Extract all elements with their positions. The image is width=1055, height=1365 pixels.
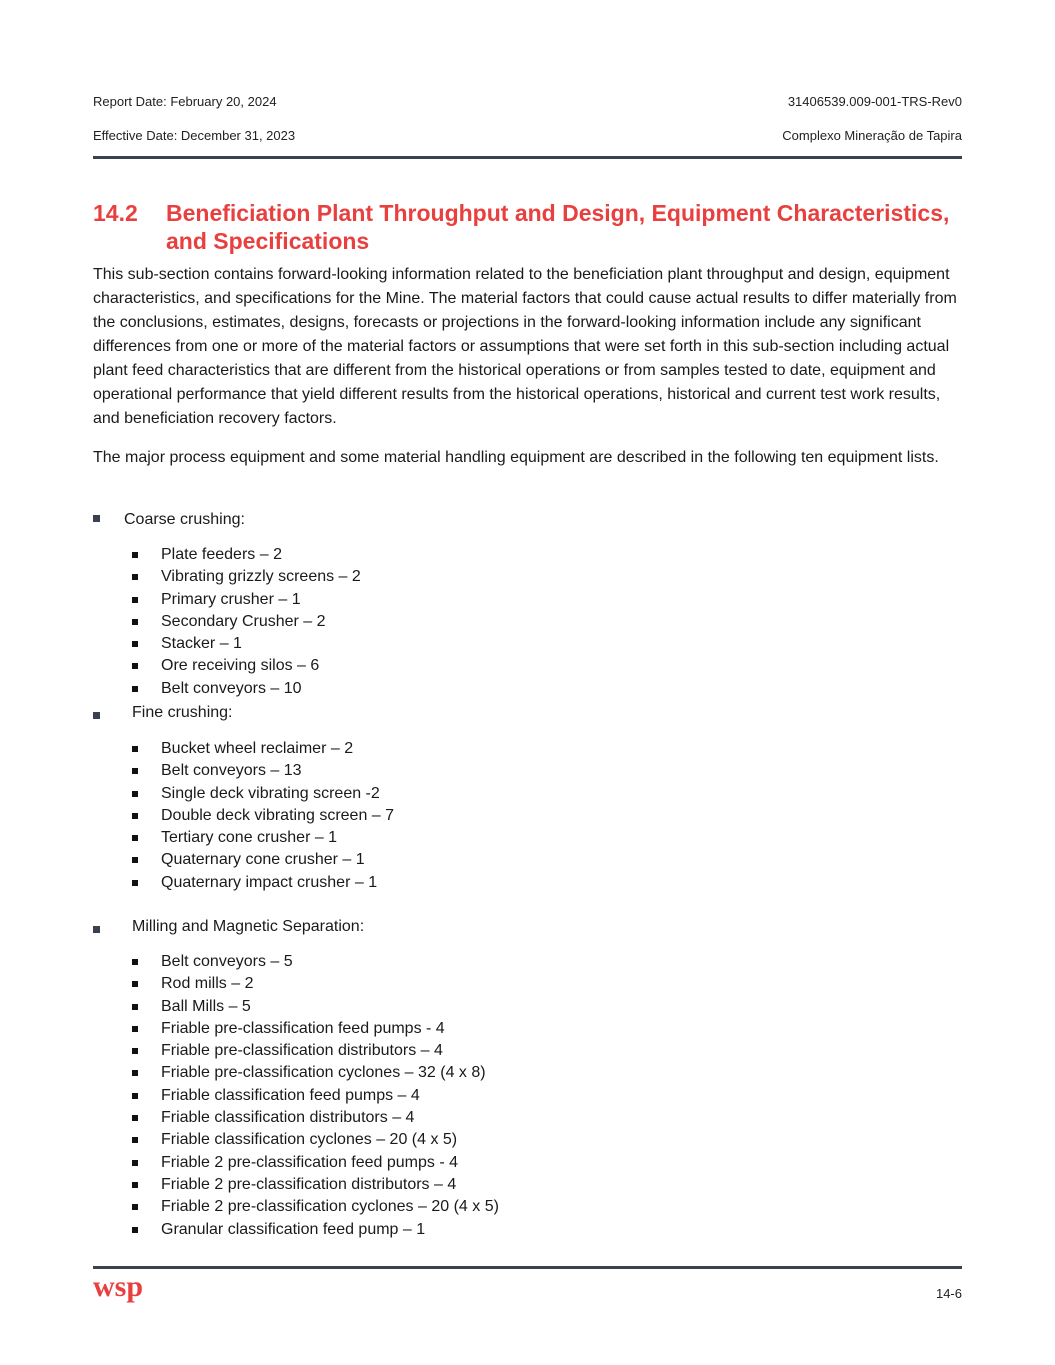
square-bullet-icon [93,712,100,719]
bullet-icon [132,981,138,987]
list-item: Quaternary impact crusher – 1 [132,872,394,894]
list-item: Tertiary cone crusher – 1 [132,827,394,849]
list-item: Bucket wheel reclaimer – 2 [132,738,394,760]
report-date: Report Date: February 20, 2024 [93,94,277,109]
footer-divider [93,1266,962,1269]
page-number: 14-6 [935,1286,962,1301]
list-item: Quaternary cone crusher – 1 [132,849,394,871]
section-title: Beneficiation Plant Throughput and Design, Equipment Characteristics, and Specifications [166,200,950,254]
bullet-icon [132,1115,138,1121]
bullet-icon [132,574,138,580]
list-item: Plate feeders – 2 [132,544,361,566]
list-item: Ore receiving silos – 6 [132,655,361,677]
list-item: Friable classification distributors – 4 [132,1107,499,1129]
section-number: 14.2 [93,200,138,226]
square-bullet-icon [93,515,100,522]
list-item: Rod mills – 2 [132,973,499,995]
effective-date: Effective Date: December 31, 2023 [93,128,296,143]
list-item: Primary crusher – 1 [132,589,361,611]
bullet-icon [132,597,138,603]
intro-paragraph: This sub-section contains forward-looking information related to the beneficiation plant throughput and design, equipment characteristics, and specifications for the Mine. The material factors that could cause actual results to differ materially from the conclusions, estimates, designs, forecasts or projections in the forward-looking information include any significant differences from one or more of the material factors or assumptions that were set forth in this sub-section including actual plant feed characteristics that are different from the historical operations or from samples tested to date, equipment and operational performance that yield different results from the historical operations, historical and current test work results, and beneficiation recovery factors. [93,266,957,427]
fine-crushing-items [132,738,394,894]
bullet-icon [132,1070,138,1076]
list-item: Friable 2 pre-classification distributors – 4 [132,1174,499,1196]
wsp-logo-icon [93,1275,157,1309]
bullet-icon [132,663,138,669]
list-item: Friable pre-classification feed pumps - 4 [132,1018,499,1040]
list-item: Friable pre-classification distributors – 4 [132,1040,499,1062]
list-item: Vibrating grizzly screens – 2 [132,566,361,588]
list-item: Single deck vibrating screen -2 [132,783,394,805]
section-heading [93,199,963,255]
coarse-crushing-items [132,544,361,700]
bullet-icon [132,880,138,886]
square-bullet-icon [93,926,100,933]
bullet-icon [132,1137,138,1143]
wsp-logo-text: wsp [93,1275,144,1303]
bullet-icon [132,791,138,797]
bullet-icon [132,552,138,558]
header-divider [93,156,962,159]
list-item: Ball Mills – 5 [132,996,499,1018]
milling-items [132,951,499,1241]
bullet-icon [132,746,138,752]
bullet-icon [132,686,138,692]
list-item: Friable classification cyclones – 20 (4 x 5) [132,1129,499,1151]
list-item: Granular classification feed pump – 1 [132,1219,499,1241]
list-item: Belt conveyors – 13 [132,760,394,782]
list-item: Friable classification feed pumps – 4 [132,1085,499,1107]
bullet-icon [132,813,138,819]
bullet-icon [132,1004,138,1010]
bullet-icon [132,1026,138,1032]
bullet-icon [132,857,138,863]
list-item: Belt conveyors – 10 [132,678,361,700]
list-item: Stacker – 1 [132,633,361,655]
bullet-icon [132,641,138,647]
project-name: Complexo Mineração de Tapira [782,128,962,143]
list-item: Friable 2 pre-classification cyclones – 20 (4 x 5) [132,1196,499,1218]
equipment-lists-intro: The major process equipment and some material handling equipment are described in the following ten equipment lists. [93,449,939,466]
bullet-icon [132,1227,138,1233]
bullet-icon [132,1048,138,1054]
bullet-icon [132,1160,138,1166]
bullet-icon [132,1182,138,1188]
bullet-icon [132,835,138,841]
bullet-icon [132,959,138,965]
document-id: 31406539.009-001-TRS-Rev0 [787,94,962,109]
header-row-2 [93,128,962,143]
list-item: Friable 2 pre-classification feed pumps - 4 [132,1152,499,1174]
list-item: Double deck vibrating screen – 7 [132,805,394,827]
list-item: Belt conveyors – 5 [132,951,499,973]
header-row-1 [93,94,962,109]
bullet-icon [132,768,138,774]
list-item: Friable pre-classification cyclones – 32 (4 x 8) [132,1062,499,1084]
bullet-icon [132,1204,138,1210]
wsp-logo [93,1275,157,1314]
list-item: Secondary Crusher – 2 [132,611,361,633]
bullet-icon [132,619,138,625]
bullet-icon [132,1093,138,1099]
